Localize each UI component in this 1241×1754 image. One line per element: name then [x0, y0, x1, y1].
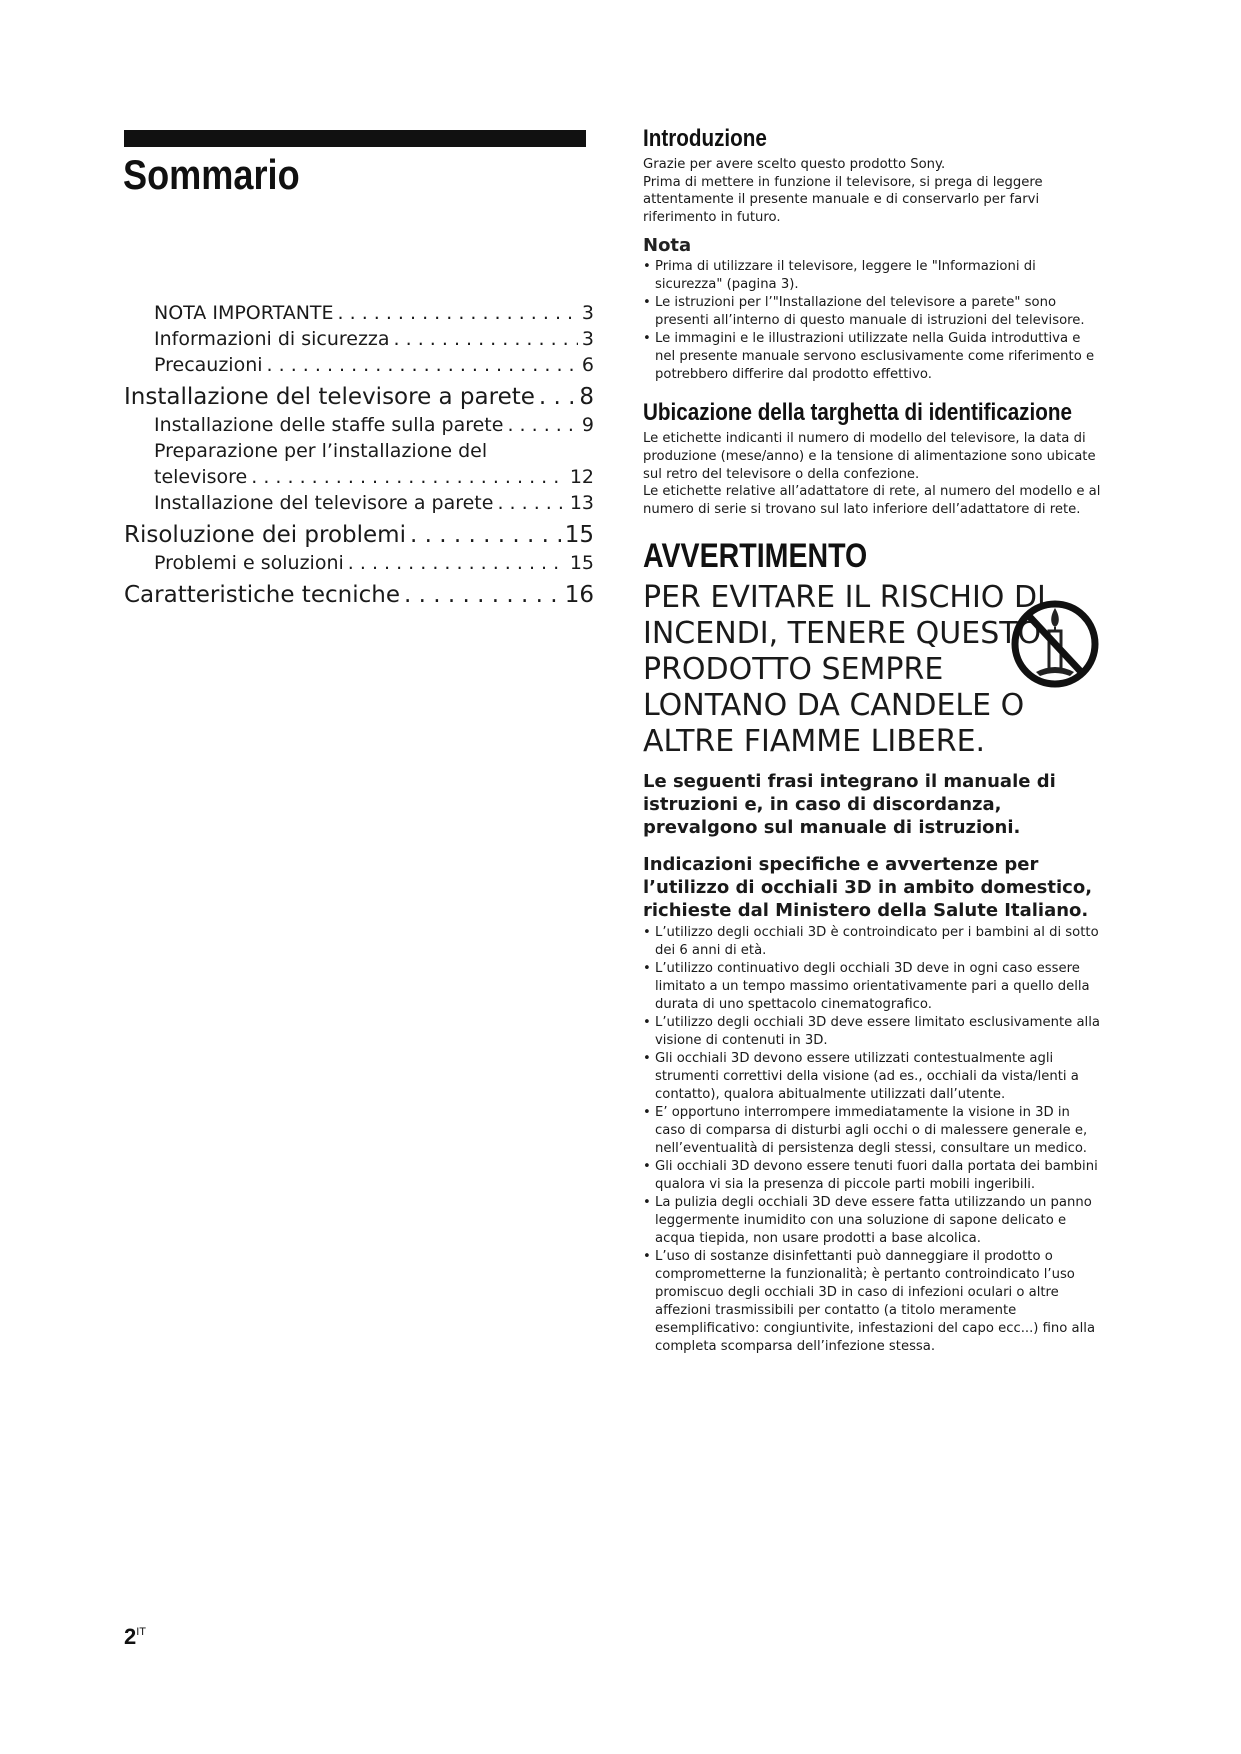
toc-title: Sommario [123, 151, 300, 198]
label-heading: Ubicazione della targhetta di identificazione [643, 399, 1072, 427]
toc-entry-preparazione[interactable] [124, 438, 594, 490]
toc-list [124, 300, 594, 610]
glasses-list [643, 924, 1103, 1356]
warning-body: PER EVITARE IL RISCHIO DI INCENDI, TENERE QUESTO PRODOTTO SEMPRE LONTANO DA CANDELE O ALTRE FIAMME LIBERE. [643, 580, 1046, 760]
toc-entry-installazione-parete[interactable] [124, 382, 594, 412]
list-item: • L’uso di sostanze disinfettanti può danneggiare il prodotto o comprometterne la funzionalità; è pertanto controindicato l’uso promiscuo degli occhiali 3D in caso di infezioni oculari o altre affezioni trasmissibili per contatto (a titolo meramente esemplificativo: congiuntivite, infestazioni del capo ecc...) fino alla completa scomparsa dell’infezione stessa. [643, 1248, 1103, 1356]
list-item: • Le immagini e le illustrazioni utilizzate nella Guida introduttiva e nel presente manuale servono esclusivamente come riferimento e potrebbero differire dal prodotto effettivo. [643, 330, 1103, 384]
toc-header-bar [124, 130, 586, 147]
toc-entry-label-cont: televisore [154, 466, 248, 488]
toc-entry-label: NOTA IMPORTANTE [154, 302, 334, 324]
toc-entry-page: 15 [569, 552, 594, 574]
list-item: • Gli occhiali 3D devono essere utilizzati contestualmente agli strumenti correttivi della visione (ad es., occhiali da vista/lenti a contatto), qualora abitualmente utilizzati dall’utente. [643, 1050, 1103, 1104]
right-column [643, 124, 1103, 1356]
toc-entry-label: Precauzioni [154, 354, 263, 376]
toc-entry-page: 6 [581, 354, 594, 376]
toc-entry-label: Informazioni di sicurezza [154, 328, 390, 350]
toc-entry-page: 3 [581, 328, 594, 350]
toc-entry-page: 15 [564, 522, 594, 548]
intro-paragraph-1: Grazie per avere scelto questo prodotto Sony. [643, 157, 946, 172]
toc-entry-page: 16 [564, 582, 594, 608]
toc-entry-label: Risoluzione dei problemi [124, 522, 406, 548]
supplement-text: Le seguenti frasi integrano il manuale di istruzioni e, in caso di discordanza, prevalgono sul manuale di istruzioni. [643, 771, 1056, 839]
list-item: • La pulizia degli occhiali 3D deve essere fatta utilizzando un panno leggermente inumidito con una soluzione di sapone delicato e acqua tiepida, non usare prodotti a base alcolica. [643, 1194, 1103, 1248]
label-paragraph-2: Le etichette relative all’adattatore di rete, al numero del modello e al numero di serie si trovano sul lato inferiore dell’adattatore di rete. [643, 484, 1101, 517]
warning-heading: AVVERTIMENTO [643, 537, 868, 576]
nota-list [643, 258, 1103, 384]
toc-entry-page: 13 [569, 492, 594, 514]
list-item: • L’utilizzo continuativo degli occhiali 3D deve in ogni caso essere limitato a un tempo massimo orientativamente pari a quello della durata di uno spettacolo cinematografico. [643, 960, 1103, 1014]
no-candle-icon [1008, 594, 1104, 694]
toc-entry-installazione-televisore[interactable] [154, 490, 594, 516]
nota-heading: Nota [643, 235, 692, 257]
list-item: • Prima di utilizzare il televisore, leggere le "Informazioni di sicurezza" (pagina 3). [643, 258, 1103, 294]
glasses-heading: Indicazioni specifiche e avvertenze per l’utilizzo di occhiali 3D in ambito domestico, richieste dal Ministero della Salute Italiano. [643, 854, 1093, 922]
toc-entry-precauzioni[interactable] [154, 352, 594, 378]
list-item: • E’ opportuno interrompere immediatamente la visione in 3D in caso di comparsa di disturbi agli occhi o di malessere generale e, nell’eventualità di persistenza degli stessi, consultare un medico. [643, 1104, 1103, 1158]
toc-entry-page: 8 [579, 384, 594, 410]
list-item: • L’utilizzo degli occhiali 3D è controindicato per i bambini al di sotto dei 6 anni di età. [643, 924, 1103, 960]
toc-entry-risoluzione-problemi[interactable] [124, 520, 594, 550]
toc-entry-caratteristiche-tecniche[interactable] [124, 580, 594, 610]
toc-entry-label: Installazione del televisore a parete [154, 492, 494, 514]
toc-entry-page: 3 [581, 302, 594, 324]
toc-entry-label: Problemi e soluzioni [154, 552, 344, 574]
toc-entry-problemi-soluzioni[interactable] [154, 550, 594, 576]
toc-entry-label: Installazione del televisore a parete [124, 384, 535, 410]
toc-entry-nota-importante[interactable] [154, 300, 594, 326]
intro-heading: Introduzione [643, 125, 767, 152]
page-number-value: 2 [124, 1624, 137, 1649]
toc-entry-page: 12 [569, 466, 594, 488]
language-code: IT [136, 1626, 147, 1638]
intro-paragraph-2: Prima di mettere in funzione il televisore, si prega di leggere attentamente il presente manuale e di conservarlo per farvi riferimento in futuro. [643, 174, 1043, 225]
toc-entry-page: 9 [581, 414, 594, 436]
label-paragraph-1: Le etichette indicanti il numero di modello del televisore, la data di produzione (mese/anno) e la tensione di alimentazione sono ubicate sul retro del televisore o della confezione. [643, 431, 1096, 482]
toc-entry-label: Caratteristiche tecniche [124, 582, 400, 608]
toc-entry-label: Installazione delle staffe sulla parete [154, 414, 504, 436]
list-item: • L’utilizzo degli occhiali 3D deve essere limitato esclusivamente alla visione di contenuti in 3D. [643, 1014, 1103, 1050]
toc-entry-installazione-staffe[interactable] [154, 412, 594, 438]
toc-entry-label: Preparazione per l’installazione del [154, 440, 488, 462]
page-number [124, 1624, 146, 1650]
list-item: • Gli occhiali 3D devono essere tenuti fuori dalla portata dei bambini qualora vi sia la presenza di piccole parti mobili ingeribili. [643, 1158, 1103, 1194]
toc-entry-informazioni-sicurezza[interactable] [154, 326, 594, 352]
list-item: • Le istruzioni per l’"Installazione del televisore a parete" sono presenti all’interno di questo manuale di istruzioni del televisore. [643, 294, 1103, 330]
